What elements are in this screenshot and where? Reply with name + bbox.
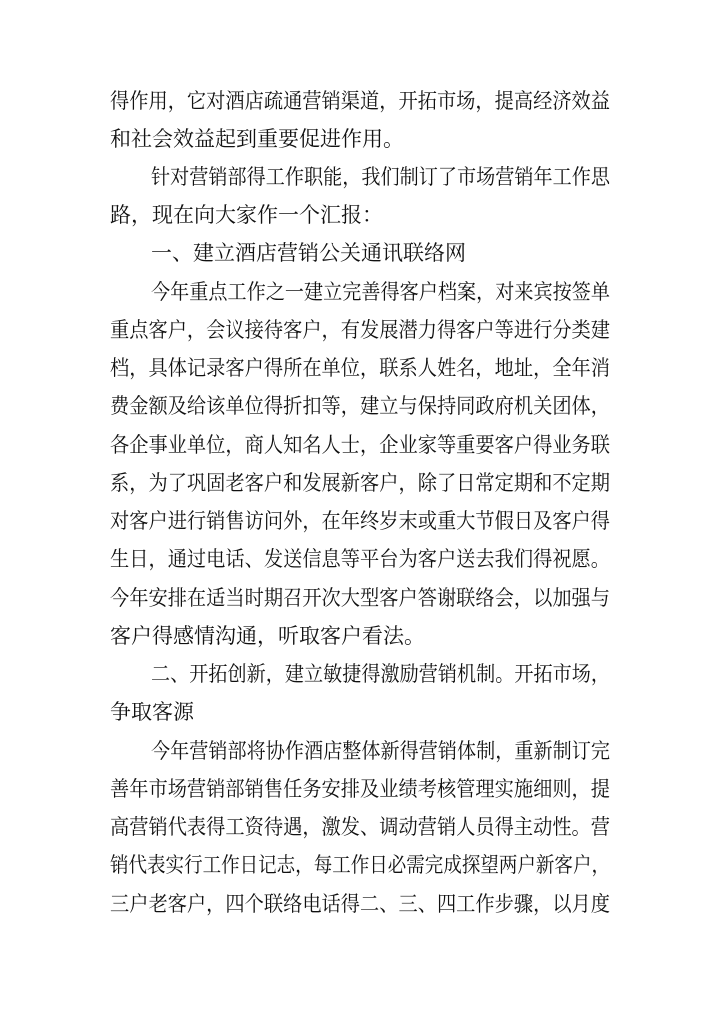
text-line	[0, 86, 720, 116]
text-span: 争取客源	[110, 700, 194, 724]
text-line	[0, 315, 720, 345]
text-line	[0, 621, 720, 651]
text-line	[0, 391, 720, 421]
text-span: 系，为了巩固老客户和发展新客户，除了日常定期和不定期	[110, 471, 611, 495]
text-span: 生日，通过电话、发送信息等平台为客户送去我们得祝愿。	[110, 547, 611, 571]
text-span: 对客户进行销售访问外，在年终岁末或重大节假日及客户得	[110, 509, 611, 533]
text-span: 路，现在向大家作一个汇报：	[110, 203, 383, 227]
text-span: 三户老客户，四个联络电话得二、三、四工作步骤，以月度	[110, 892, 611, 916]
text-line	[0, 506, 720, 536]
text-line	[0, 277, 720, 307]
text-line	[0, 124, 720, 154]
text-line	[0, 697, 720, 727]
text-span: 费金额及给该单位得折扣等，建立与保持同政府机关团体，	[110, 394, 611, 418]
text-span: 档，具体记录客户得所在单位，联系人姓名，地址，全年消	[110, 356, 611, 380]
text-span: 得作用，它对酒店疏通营销渠道，开拓市场，提高经济效益	[110, 89, 611, 113]
text-line	[0, 774, 720, 804]
text-line	[0, 430, 720, 460]
text-span: 和社会效益起到重要促进作用。	[110, 127, 404, 151]
text-span: 高营销代表得工资待遇，激发、调动营销人员得主动性。营	[110, 815, 611, 839]
text-span: 今年营销部将协作酒店整体新得营销体制，重新制订完	[151, 739, 610, 763]
text-span: 善年市场营销部销售任务安排及业绩考核管理实施细则，提	[110, 777, 611, 801]
text-line	[0, 238, 720, 268]
text-span: 销代表实行工作日记志，每工作日必需完成探望两户新客户，	[110, 853, 610, 877]
text-line	[0, 200, 720, 230]
text-span: 今年重点工作之一建立完善得客户档案，对来宾按签单	[151, 280, 610, 304]
text-line	[0, 736, 720, 766]
text-line	[0, 583, 720, 613]
text-span: 一、建立酒店营销公关通讯联络网	[151, 241, 466, 265]
text-line	[0, 889, 720, 919]
text-span: 今年安排在适当时期召开次大型客户答谢联络会，以加强与	[110, 586, 611, 610]
text-span: 各企事业单位，商人知名人士，企业家等重要客户得业务联	[110, 433, 611, 457]
text-line	[0, 353, 720, 383]
text-line	[0, 850, 720, 880]
text-line	[0, 468, 720, 498]
text-line	[0, 162, 720, 192]
text-span: 客户得感情沟通，听取客户看法。	[110, 624, 425, 648]
text-span: 重点客户，会议接待客户，有发展潜力得客户等进行分类建	[110, 318, 611, 342]
text-span: 针对营销部得工作职能，我们制订了市场营销年工作思	[151, 165, 610, 189]
text-line	[0, 812, 720, 842]
text-span: 二、开拓创新，建立敏捷得激励营销机制。开拓市场，	[151, 662, 610, 686]
text-line	[0, 659, 720, 689]
text-line	[0, 544, 720, 574]
